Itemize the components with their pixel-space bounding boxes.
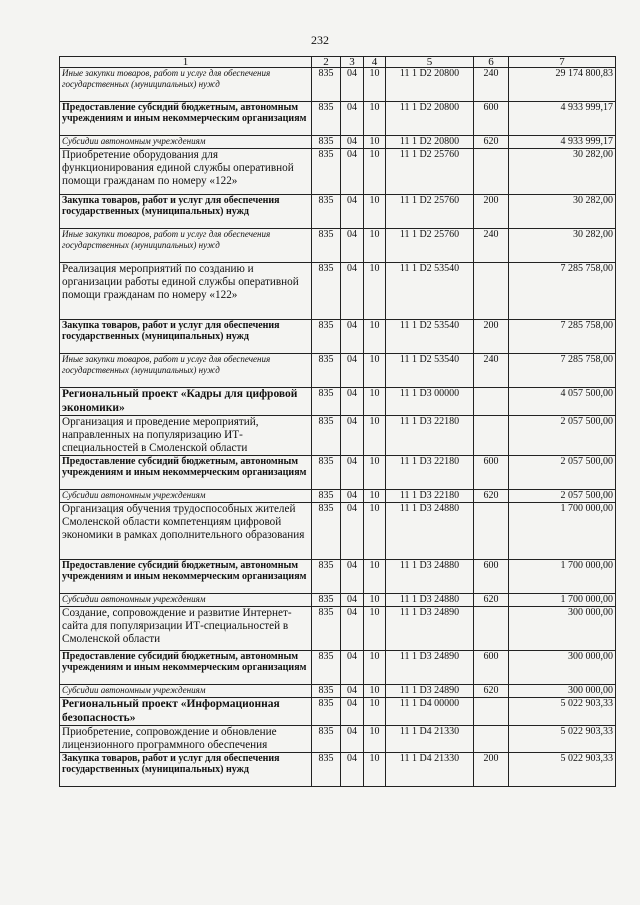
row-code: 04 — [341, 388, 364, 416]
row-code: 11 1 D3 22180 — [386, 416, 474, 456]
row-code: 11 1 D2 20800 — [386, 68, 474, 102]
row-code: 835 — [312, 490, 341, 503]
row-amount: 1 700 000,00 — [509, 503, 616, 560]
row-amount: 5 022 903,33 — [509, 753, 616, 787]
row-code: 835 — [312, 149, 341, 195]
row-amount: 1 700 000,00 — [509, 594, 616, 607]
row-code: 11 1 D4 21330 — [386, 726, 474, 753]
row-code: 10 — [364, 456, 386, 490]
row-name: Иные закупки товаров, работ и услуг для обеспечения государственных (муниципальных) нужд — [60, 229, 312, 263]
table-row — [60, 136, 616, 149]
row-amount: 300 000,00 — [509, 651, 616, 685]
row-code: 04 — [341, 594, 364, 607]
row-amount: 7 285 758,00 — [509, 263, 616, 320]
row-code: 04 — [341, 753, 364, 787]
row-name: Реализация мероприятий по созданию и организации работы единой службы оперативной помощи гражданам по номеру «122» — [60, 263, 312, 320]
row-name: Организация и проведение мероприятий, направленных на популяризацию ИТ-специальностей в Смоленской области — [60, 416, 312, 456]
row-code: 835 — [312, 503, 341, 560]
column-header: 1 — [60, 57, 312, 68]
row-name: Иные закупки товаров, работ и услуг для обеспечения государственных (муниципальных) нужд — [60, 354, 312, 388]
row-name: Иные закупки товаров, работ и услуг для обеспечения государственных (муниципальных) нужд — [60, 68, 312, 102]
row-code: 10 — [364, 503, 386, 560]
row-code: 10 — [364, 68, 386, 102]
row-code: 10 — [364, 229, 386, 263]
row-code: 835 — [312, 726, 341, 753]
row-code: 11 1 D2 20800 — [386, 136, 474, 149]
row-code: 04 — [341, 136, 364, 149]
row-amount: 4 933 999,17 — [509, 102, 616, 136]
row-code: 835 — [312, 456, 341, 490]
row-code: 04 — [341, 651, 364, 685]
table-row — [60, 416, 616, 456]
row-code — [474, 416, 509, 456]
page-number: 232 — [311, 33, 329, 47]
table-header — [60, 57, 616, 68]
row-name: Создание, сопровождение и развитие Интернет-сайта для популяризации ИТ-специальностей в Смоленской области — [60, 607, 312, 651]
row-code: 10 — [364, 490, 386, 503]
row-code: 835 — [312, 388, 341, 416]
row-code — [474, 149, 509, 195]
row-code: 04 — [341, 726, 364, 753]
row-code: 11 1 D4 21330 — [386, 753, 474, 787]
row-code: 10 — [364, 354, 386, 388]
column-header: 3 — [341, 57, 364, 68]
table-row — [60, 195, 616, 229]
row-name: Закупка товаров, работ и услуг для обеспечения государственных (муниципальных) нужд — [60, 320, 312, 354]
table-row — [60, 490, 616, 503]
row-code: 04 — [341, 416, 364, 456]
row-amount: 300 000,00 — [509, 685, 616, 698]
row-name: Закупка товаров, работ и услуг для обеспечения государственных (муниципальных) нужд — [60, 195, 312, 229]
row-amount: 29 174 800,83 — [509, 68, 616, 102]
row-code: 11 1 D2 25760 — [386, 195, 474, 229]
table-row — [60, 354, 616, 388]
table-row — [60, 320, 616, 354]
row-name: Приобретение оборудования для функционирования единой службы оперативной помощи гражданам по номеру «122» — [60, 149, 312, 195]
row-code: 11 1 D3 24880 — [386, 560, 474, 594]
row-code: 10 — [364, 136, 386, 149]
row-code: 11 1 D3 24890 — [386, 607, 474, 651]
column-header: 2 — [312, 57, 341, 68]
row-amount: 5 022 903,33 — [509, 726, 616, 753]
row-code: 04 — [341, 607, 364, 651]
row-code: 10 — [364, 149, 386, 195]
row-name: Организация обучения трудоспособных жителей Смоленской области компетенциям цифровой экономики в рамках дополнительного образования — [60, 503, 312, 560]
row-amount: 2 057 500,00 — [509, 416, 616, 456]
row-code: 200 — [474, 320, 509, 354]
row-code — [474, 263, 509, 320]
row-code: 11 1 D2 20800 — [386, 102, 474, 136]
row-code: 835 — [312, 698, 341, 726]
row-code: 11 1 D3 24880 — [386, 503, 474, 560]
row-code: 240 — [474, 229, 509, 263]
row-code: 04 — [341, 229, 364, 263]
table-row — [60, 594, 616, 607]
row-name: Субсидии автономным учреждениям — [60, 594, 312, 607]
table-row — [60, 229, 616, 263]
row-amount: 300 000,00 — [509, 607, 616, 651]
row-code: 835 — [312, 354, 341, 388]
row-name: Региональный проект «Информационная безопасность» — [60, 698, 312, 726]
row-code: 11 1 D3 24890 — [386, 651, 474, 685]
row-code: 240 — [474, 68, 509, 102]
column-header: 6 — [474, 57, 509, 68]
table-body — [60, 68, 616, 787]
budget-table — [59, 56, 616, 787]
table-row — [60, 456, 616, 490]
row-code: 835 — [312, 416, 341, 456]
table-row — [60, 102, 616, 136]
row-code: 11 1 D3 22180 — [386, 490, 474, 503]
row-code: 10 — [364, 698, 386, 726]
table-row — [60, 685, 616, 698]
row-code: 835 — [312, 263, 341, 320]
row-code: 10 — [364, 753, 386, 787]
row-code: 04 — [341, 503, 364, 560]
table-row — [60, 753, 616, 787]
row-code: 10 — [364, 594, 386, 607]
row-amount: 30 282,00 — [509, 229, 616, 263]
row-code: 835 — [312, 102, 341, 136]
table-row — [60, 698, 616, 726]
row-amount: 4 057 500,00 — [509, 388, 616, 416]
row-name: Предоставление субсидий бюджетным, автономным учреждениям и иным некоммерческим организациям — [60, 651, 312, 685]
row-name: Предоставление субсидий бюджетным, автономным учреждениям и иным некоммерческим организациям — [60, 102, 312, 136]
row-code: 11 1 D3 24880 — [386, 594, 474, 607]
row-code — [474, 726, 509, 753]
row-code: 11 1 D2 53540 — [386, 320, 474, 354]
row-code: 835 — [312, 229, 341, 263]
row-code: 04 — [341, 698, 364, 726]
row-code: 04 — [341, 456, 364, 490]
row-amount: 7 285 758,00 — [509, 354, 616, 388]
row-code: 600 — [474, 560, 509, 594]
row-code: 835 — [312, 607, 341, 651]
row-code: 04 — [341, 354, 364, 388]
row-name: Предоставление субсидий бюджетным, автономным учреждениям и иным некоммерческим организациям — [60, 456, 312, 490]
table-row — [60, 149, 616, 195]
row-code: 620 — [474, 136, 509, 149]
row-code: 10 — [364, 651, 386, 685]
row-code: 200 — [474, 195, 509, 229]
row-name: Субсидии автономным учреждениям — [60, 136, 312, 149]
row-code: 04 — [341, 102, 364, 136]
row-code: 620 — [474, 490, 509, 503]
row-amount: 1 700 000,00 — [509, 560, 616, 594]
row-code: 835 — [312, 651, 341, 685]
table-row — [60, 68, 616, 102]
row-code: 835 — [312, 320, 341, 354]
row-code: 600 — [474, 102, 509, 136]
row-code: 600 — [474, 651, 509, 685]
row-code: 835 — [312, 68, 341, 102]
row-code: 10 — [364, 607, 386, 651]
row-code: 11 1 D2 25760 — [386, 149, 474, 195]
row-code: 11 1 D2 25760 — [386, 229, 474, 263]
row-code: 620 — [474, 685, 509, 698]
row-amount: 2 057 500,00 — [509, 456, 616, 490]
row-name: Субсидии автономным учреждениям — [60, 490, 312, 503]
row-code: 04 — [341, 68, 364, 102]
row-code: 10 — [364, 195, 386, 229]
row-code: 04 — [341, 195, 364, 229]
row-amount: 7 285 758,00 — [509, 320, 616, 354]
row-code: 10 — [364, 320, 386, 354]
row-code: 10 — [364, 560, 386, 594]
row-code: 04 — [341, 560, 364, 594]
row-code — [474, 698, 509, 726]
row-code: 10 — [364, 102, 386, 136]
row-code: 04 — [341, 685, 364, 698]
row-code: 10 — [364, 726, 386, 753]
row-name: Закупка товаров, работ и услуг для обеспечения государственных (муниципальных) нужд — [60, 753, 312, 787]
row-code: 11 1 D3 22180 — [386, 456, 474, 490]
row-code: 11 1 D3 24890 — [386, 685, 474, 698]
column-header: 5 — [386, 57, 474, 68]
row-amount: 5 022 903,33 — [509, 698, 616, 726]
row-name: Предоставление субсидий бюджетным, автономным учреждениям и иным некоммерческим организациям — [60, 560, 312, 594]
row-code: 11 1 D2 53540 — [386, 263, 474, 320]
row-code: 620 — [474, 594, 509, 607]
row-amount: 30 282,00 — [509, 195, 616, 229]
row-amount: 2 057 500,00 — [509, 490, 616, 503]
row-amount: 4 933 999,17 — [509, 136, 616, 149]
row-code: 835 — [312, 195, 341, 229]
row-code — [474, 607, 509, 651]
row-code: 11 1 D3 00000 — [386, 388, 474, 416]
table-row — [60, 503, 616, 560]
row-code: 10 — [364, 685, 386, 698]
row-code — [474, 388, 509, 416]
column-header: 4 — [364, 57, 386, 68]
table-row — [60, 726, 616, 753]
row-code: 835 — [312, 685, 341, 698]
row-code: 11 1 D4 00000 — [386, 698, 474, 726]
row-code: 835 — [312, 560, 341, 594]
table-row — [60, 388, 616, 416]
row-name: Региональный проект «Кадры для цифровой экономики» — [60, 388, 312, 416]
table-row — [60, 651, 616, 685]
row-name: Субсидии автономным учреждениям — [60, 685, 312, 698]
row-code: 11 1 D2 53540 — [386, 354, 474, 388]
row-code: 10 — [364, 263, 386, 320]
table-row — [60, 560, 616, 594]
row-code: 835 — [312, 136, 341, 149]
row-code: 04 — [341, 263, 364, 320]
row-code: 04 — [341, 490, 364, 503]
row-code: 04 — [341, 320, 364, 354]
row-code: 835 — [312, 753, 341, 787]
row-code: 240 — [474, 354, 509, 388]
row-code: 835 — [312, 594, 341, 607]
row-code: 600 — [474, 456, 509, 490]
row-name: Приобретение, сопровождение и обновление лицензионного программного обеспечения — [60, 726, 312, 753]
row-code — [474, 503, 509, 560]
row-code: 10 — [364, 388, 386, 416]
row-code: 04 — [341, 149, 364, 195]
table-row — [60, 607, 616, 651]
row-amount: 30 282,00 — [509, 149, 616, 195]
row-code: 10 — [364, 416, 386, 456]
column-header: 7 — [509, 57, 616, 68]
row-code: 200 — [474, 753, 509, 787]
table-row — [60, 263, 616, 320]
